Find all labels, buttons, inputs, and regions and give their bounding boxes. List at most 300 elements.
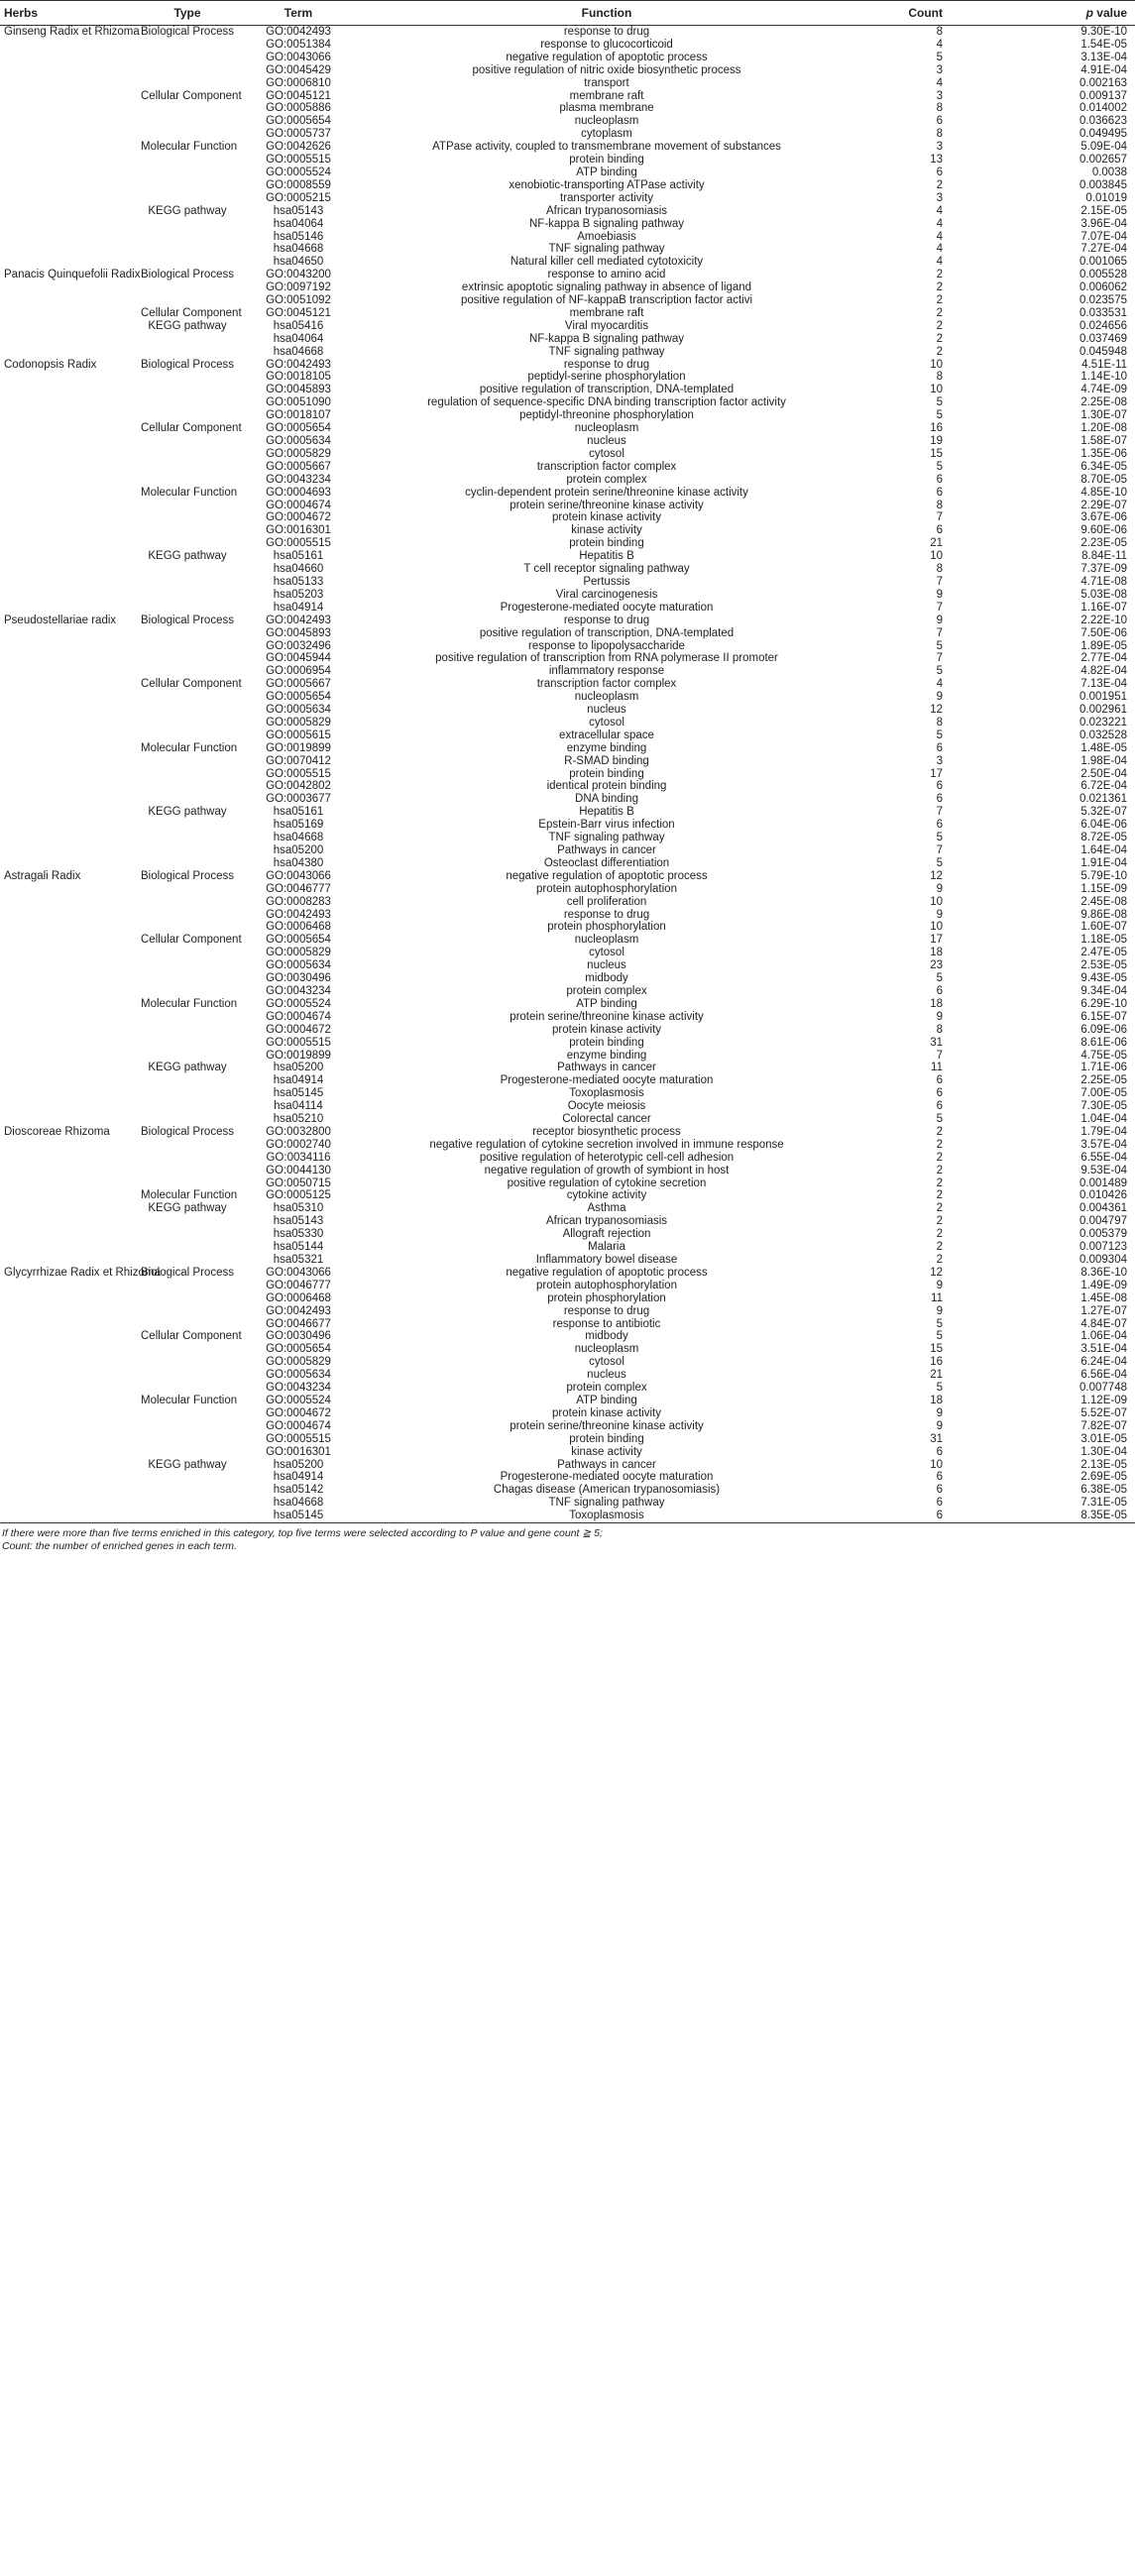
term-cell: GO:0005524 [266,997,331,1010]
herb-cell [0,1395,137,1407]
table-row [0,1215,1135,1228]
table-row [0,806,1135,819]
table-row [0,333,1135,346]
count-cell: 2 [936,1138,943,1151]
type-cell [137,1139,238,1152]
term-cell: hsa05310 [273,1202,324,1215]
herb-cell [0,256,137,269]
count-cell: 21 [930,537,943,550]
term-cell: GO:0005654 [266,691,331,704]
count-cell: 5 [936,856,943,869]
table-row [0,1343,1135,1356]
p-value-cell: 2.15E-05 [1080,204,1127,217]
herb-cell [0,1087,137,1100]
count-cell: 3 [936,63,943,76]
herb-cell [0,511,137,524]
term-cell: GO:0042493 [266,908,331,921]
table-row [0,563,1135,576]
herb-cell [0,64,137,77]
table-row [0,755,1135,768]
function-cell: protein autophosphorylation [536,1279,677,1291]
function-cell: nucleus [587,435,626,447]
count-cell: 3 [936,754,943,767]
type-cell [137,461,238,474]
table-row [0,832,1135,844]
herb-cell [0,384,137,396]
count-cell: 10 [930,921,943,934]
type-cell: KEGG pathway [148,550,227,563]
type-cell: KEGG pathway [148,319,227,332]
herb-cell [0,77,137,90]
herb-cell [0,563,137,576]
table-row [0,320,1135,333]
count-cell: 4 [936,230,943,243]
function-cell: protein serine/threonine kinase activity [510,1419,704,1432]
type-cell: KEGG pathway [148,204,227,217]
function-cell: kinase activity [571,524,642,537]
count-cell: 2 [936,178,943,191]
table-row [0,1024,1135,1037]
type-cell [137,294,238,307]
count-cell: 7 [936,1049,943,1062]
function-cell: Chagas disease (American trypanosomiasis) [493,1484,721,1497]
function-cell: inflammatory response [548,665,665,678]
count-cell: 6 [936,1471,943,1484]
type-cell [137,819,238,832]
herb-cell [0,409,137,422]
term-cell: GO:0005615 [266,728,331,741]
p-value-cell: 1.64E-04 [1080,844,1127,856]
count-cell: 8 [936,102,943,115]
table-row [0,1510,1135,1522]
type-cell: Biological Process [141,269,234,281]
table-row [0,704,1135,717]
term-cell: GO:0043066 [266,51,331,63]
count-cell: 2 [936,1189,943,1202]
count-cell: 9 [936,908,943,921]
type-cell [137,755,238,768]
type-cell [137,448,238,461]
function-cell: extrinsic apoptotic signaling pathway in absence of ligand [461,281,752,294]
table-row [0,1318,1135,1331]
term-cell: hsa05143 [273,1215,324,1228]
p-value-cell: 0.001065 [1079,256,1127,269]
herb-cell [0,154,137,167]
term-cell: GO:0005125 [266,1189,331,1202]
count-cell: 7 [936,601,943,614]
p-value-cell: 6.38E-05 [1080,1484,1127,1497]
type-cell [137,500,238,512]
type-cell [137,435,238,448]
p-value-cell: 5.09E-04 [1080,141,1127,154]
herb-cell [0,691,137,704]
term-cell: GO:0051092 [266,294,331,307]
herb-cell [0,1202,137,1215]
p-value-cell: 0.009304 [1079,1254,1127,1266]
herb-cell [0,524,137,537]
term-cell: GO:0043234 [266,473,331,486]
herb-cell [0,589,137,602]
table-row [0,1395,1135,1407]
p-value-cell: 1.79E-04 [1080,1125,1127,1138]
p-value-cell: 0.002657 [1079,154,1127,167]
function-cell: Amoebiasis [577,230,636,243]
p-value-cell: 8.35E-05 [957,1510,1135,1522]
p-value-cell: 0.004797 [1079,1215,1127,1228]
term-cell: GO:0006468 [266,1291,331,1304]
p-value-cell: 1.14E-10 [1080,371,1127,384]
footnote-selection: If there were more than five terms enriched in this category, top five terms were selected according to P value and gene count ≧ 5; [2,1527,603,1540]
type-cell: Molecular Function [141,141,238,154]
table-row [0,1139,1135,1152]
term-cell: GO:0042493 [266,614,331,626]
term-cell: GO:0043066 [266,1266,331,1279]
table-row [0,985,1135,998]
p-value-cell: 0.003845 [1079,178,1127,191]
function-cell: cytosol [589,1356,624,1369]
herb-cell [0,1446,137,1459]
p-value-cell: 4.82E-04 [1080,665,1127,678]
function-cell: Progesterone-mediated oocyte maturation [500,1471,714,1484]
term-cell: hsa05143 [273,204,324,217]
type-cell [137,563,238,576]
term-cell: hsa04114 [274,1100,323,1113]
p-value-cell: 1.18E-05 [1080,934,1127,947]
type-cell [137,179,238,192]
term-cell: GO:0042493 [266,1304,331,1317]
function-cell: response to lipopolysaccharide [528,639,685,652]
count-cell: 9 [936,691,943,704]
count-cell: 2 [936,281,943,294]
herb-cell [0,461,137,474]
function-cell: response to drug [563,908,650,921]
table-row [0,218,1135,231]
term-cell: hsa05144 [273,1241,324,1254]
count-cell: 2 [936,332,943,345]
herb-cell [0,985,137,998]
term-cell: GO:0005829 [266,947,331,959]
count-cell: 31 [930,1036,943,1049]
count-cell: 5 [936,1317,943,1330]
table-row [0,256,1135,269]
herb-cell [0,832,137,844]
term-cell: GO:0045944 [266,652,331,665]
term-cell: GO:0030496 [266,972,331,985]
p-value-cell: 0.049495 [1079,128,1127,141]
herb-cell [0,1254,137,1267]
p-value-cell: 1.04E-04 [1080,1113,1127,1126]
count-cell: 5 [936,460,943,473]
term-cell: hsa04668 [273,243,324,256]
count-cell: 6 [936,780,943,793]
p-value-cell: 0.006062 [1079,281,1127,294]
term-cell: GO:0043066 [266,869,331,882]
herb-cell [0,218,137,231]
type-cell [137,1241,238,1254]
herb-cell [0,537,137,550]
table-row [0,396,1135,409]
count-cell: 6 [936,1087,943,1100]
term-cell: GO:0005515 [266,767,331,780]
function-cell: peptidyl-serine phosphorylation [527,371,686,384]
type-cell [137,384,238,396]
term-cell: GO:0042493 [266,358,331,371]
herb-cell [0,844,137,857]
function-cell: Inflammatory bowel disease [535,1254,678,1266]
table-row [0,243,1135,256]
function-cell: nucleus [587,1369,626,1382]
type-cell: Biological Process [141,614,234,626]
table-row [0,947,1135,959]
herb-cell [0,1433,137,1446]
table-row [0,576,1135,589]
term-cell: hsa04668 [273,345,324,358]
term-cell: GO:0005829 [266,447,331,460]
p-value-cell: 3.13E-04 [1080,51,1127,63]
p-value-cell: 2.77E-04 [1080,652,1127,665]
herb-cell [0,179,137,192]
type-cell [137,1343,238,1356]
term-cell: GO:0005634 [266,435,331,447]
type-cell [137,218,238,231]
count-cell: 7 [936,652,943,665]
table-row [0,1369,1135,1382]
table-row [0,768,1135,781]
herb-cell [0,742,137,755]
function-cell: response to drug [563,1304,650,1317]
type-cell [137,1050,238,1063]
function-cell: cell proliferation [566,895,647,908]
p-value-cell: 2.25E-05 [1080,1074,1127,1087]
function-cell: kinase activity [571,1445,642,1458]
table-row [0,1330,1135,1343]
table-row [0,1497,1135,1510]
herb-cell [0,768,137,781]
term-cell: hsa05321 [273,1254,324,1266]
function-cell: Progesterone-mediated oocyte maturation [500,601,714,614]
count-cell: 6 [936,1497,943,1510]
type-cell: Cellular Component [141,422,242,435]
footnote-count: Count: the number of enriched genes in each term. [2,1540,237,1553]
function-cell: identical protein binding [546,780,667,793]
table-row [0,1241,1135,1254]
type-cell [137,909,238,922]
function-cell: protein kinase activity [552,511,661,524]
type-cell [137,64,238,77]
p-value-cell: 6.09E-06 [1080,1023,1127,1036]
type-cell [137,281,238,294]
table-row [0,1267,1135,1280]
count-cell: 5 [936,832,943,844]
type-cell [137,1254,238,1267]
herb-cell [0,487,137,500]
type-cell: Cellular Component [141,306,242,319]
function-cell: protein serine/threonine kinase activity [510,499,704,511]
term-cell: GO:0005886 [266,102,331,115]
herb-cell [0,243,137,256]
p-value-cell: 0.007123 [1079,1241,1127,1254]
type-cell: Biological Process [141,1125,234,1138]
term-cell: GO:0005515 [266,1036,331,1049]
p-value-cell: 2.25E-08 [1080,396,1127,409]
type-cell [137,1433,238,1446]
function-cell: cytosol [589,447,624,460]
term-cell: GO:0004674 [266,499,331,511]
table-row [0,1074,1135,1087]
count-cell: 8 [936,499,943,511]
herb-cell [0,1177,137,1190]
function-cell: Osteoclast differentiation [543,856,670,869]
function-cell: Colorectal cancer [562,1113,651,1126]
count-cell: 6 [936,486,943,499]
p-value-cell: 1.06E-04 [1080,1330,1127,1343]
term-cell: GO:0005654 [266,115,331,128]
table-row [0,1292,1135,1305]
count-cell: 3 [936,141,943,154]
p-value-cell: 0.023221 [1079,716,1127,728]
herb-cell [0,947,137,959]
p-value-cell: 2.22E-10 [1080,614,1127,626]
table-row [0,742,1135,755]
term-cell: GO:0006468 [266,921,331,934]
herb-cell [0,192,137,205]
function-cell: NF-kappa B signaling pathway [529,217,684,230]
p-value-cell: 5.03E-08 [1080,588,1127,601]
type-cell: Molecular Function [141,1394,238,1406]
type-cell [137,371,238,384]
term-cell: GO:0005654 [266,934,331,947]
count-cell: 5 [936,972,943,985]
table-row [0,1152,1135,1165]
herb-cell [0,1050,137,1063]
herb-cell [0,1459,137,1472]
count-cell: 9 [936,1304,943,1317]
count-cell: 11 [931,1062,943,1074]
count-cell: 3 [936,191,943,204]
type-cell: Cellular Component [141,1330,242,1343]
function-cell: negative regulation of apoptotic process [506,1266,708,1279]
function-cell: Asthma [587,1202,626,1215]
table-row [0,1165,1135,1177]
type-cell [137,333,238,346]
function-cell: cytosol [589,947,624,959]
type-cell [137,256,238,269]
count-cell: 8 [936,1023,943,1036]
count-cell: 10 [930,358,943,371]
p-value-cell: 0.024656 [1079,319,1127,332]
term-cell: GO:0005215 [266,191,331,204]
table-row [0,1202,1135,1215]
table-row [0,1254,1135,1267]
table-row [0,269,1135,281]
function-cell: Oocyte meiosis [567,1100,646,1113]
function-cell: TNF signaling pathway [548,1497,665,1510]
type-cell: Biological Process [141,26,234,38]
term-cell: GO:0019899 [266,741,331,754]
herb-cell [0,1407,137,1420]
term-cell: GO:0044130 [266,1164,331,1176]
table-row [0,448,1135,461]
term-cell: GO:0070412 [266,754,331,767]
function-cell: Toxoplasmosis [359,1510,854,1522]
p-value-cell: 0.0038 [1091,166,1127,178]
herb-cell [0,1280,137,1292]
herb-cell [0,934,137,947]
term-cell: GO:0097192 [266,281,331,294]
p-value-cell: 1.30E-07 [1080,409,1127,422]
function-cell: protein autophosphorylation [536,882,677,895]
p-value-cell: 8.72E-05 [1080,832,1127,844]
p-value-cell: 0.032528 [1079,728,1127,741]
herb-cell [0,1074,137,1087]
table-row [0,1087,1135,1100]
count-cell: 8 [936,26,943,38]
count-cell: 5 [936,728,943,741]
p-value-cell: 6.72E-04 [1080,780,1127,793]
term-cell: hsa05330 [273,1228,324,1241]
p-value-cell: 0.002163 [1079,76,1127,89]
term-cell: hsa05210 [273,1113,324,1126]
p-value-cell: 0.005528 [1079,269,1127,281]
type-cell [137,77,238,90]
type-cell: Molecular Function [141,741,238,754]
table-row [0,678,1135,691]
type-cell [137,627,238,640]
herb-cell [0,1024,137,1037]
table-row [0,1062,1135,1074]
term-cell: hsa04914 [273,1074,324,1087]
p-value-cell: 0.004361 [1079,1202,1127,1215]
term-cell: hsa04668 [273,1497,324,1510]
p-value-cell: 0.001489 [1079,1176,1127,1189]
table-row [0,371,1135,384]
p-value-cell: 1.35E-06 [1080,447,1127,460]
herb-cell [0,1165,137,1177]
table-row [0,972,1135,985]
herb-cell [0,1139,137,1152]
function-cell: Pertussis [583,575,630,588]
function-cell: positive regulation of NF-kappaB transcription factor activi [460,294,753,307]
term-cell: GO:0004672 [266,511,331,524]
count-cell: 8 [936,563,943,576]
type-cell [137,691,238,704]
term-cell: hsa05145 [273,1087,324,1100]
count-cell: 2 [936,1125,943,1138]
table-row [0,461,1135,474]
herb-cell [0,909,137,922]
term-cell: GO:0006810 [266,76,331,89]
function-cell: protein complex [566,984,647,997]
table-row [0,883,1135,896]
herb-cell [0,678,137,691]
table-row [0,780,1135,793]
p-value-cell: 1.45E-08 [1080,1291,1127,1304]
type-cell [137,1292,238,1305]
table-row [0,1471,1135,1484]
p-value-cell: 1.48E-05 [1080,741,1127,754]
table-row [0,359,1135,372]
count-cell: 2 [936,1215,943,1228]
type-cell: KEGG pathway [148,806,227,819]
function-cell: TNF signaling pathway [548,243,665,256]
type-cell [137,947,238,959]
type-cell [137,896,238,909]
count-cell: 2 [936,269,943,281]
table-row [0,307,1135,320]
p-value-cell: 1.54E-05 [1080,38,1127,51]
count-cell: 8 [936,716,943,728]
type-cell [137,1100,238,1113]
